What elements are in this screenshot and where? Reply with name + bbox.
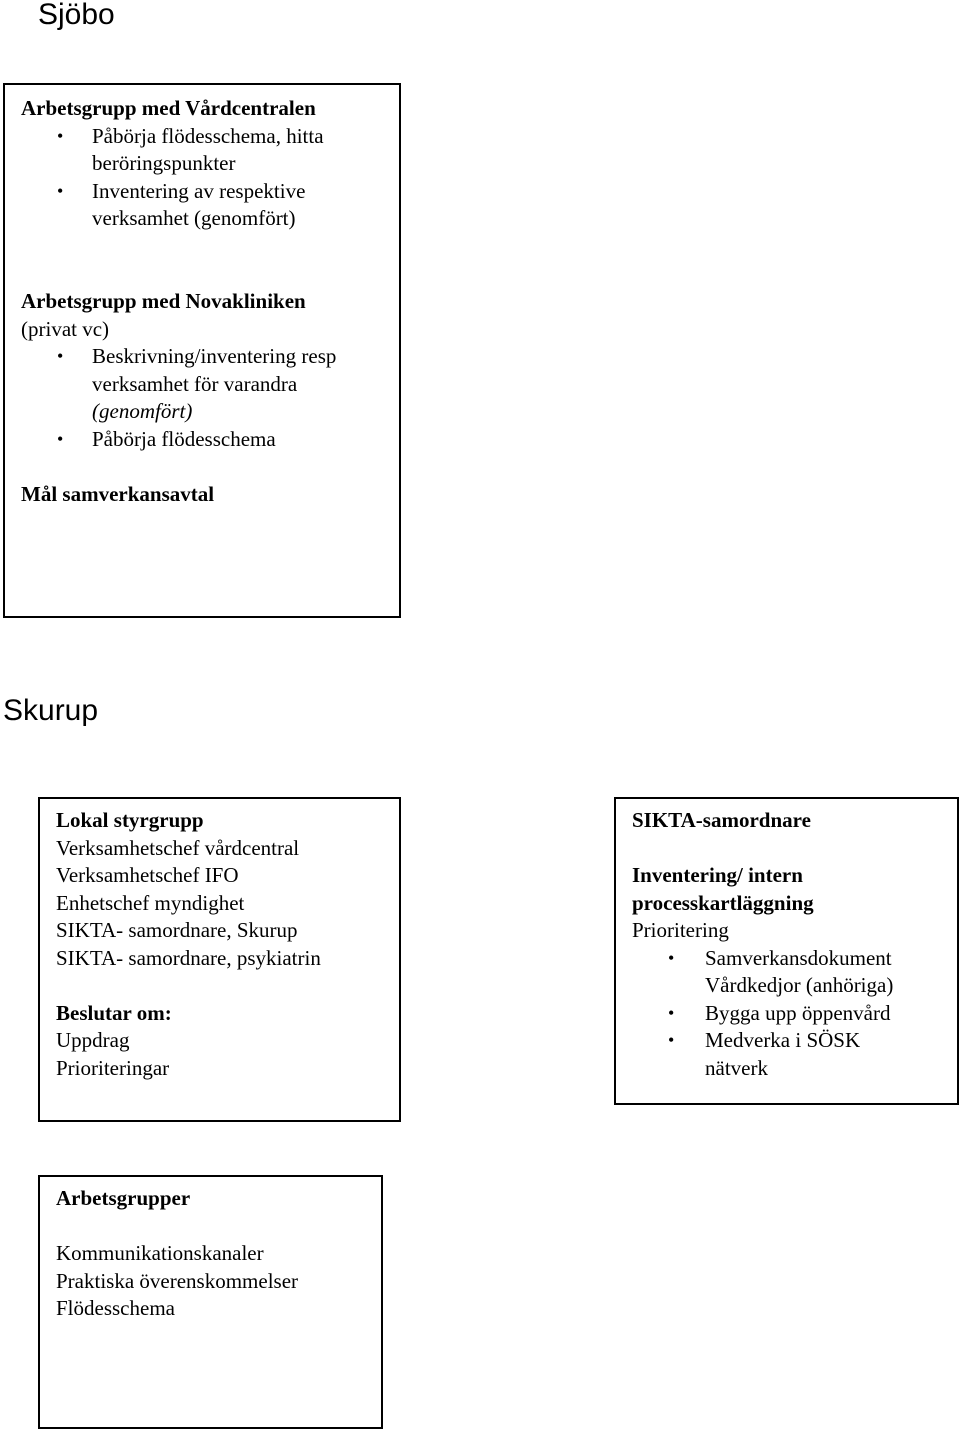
bullet-line: Inventering av respektive xyxy=(92,178,306,203)
member: SIKTA- samordnare, Skurup xyxy=(56,918,298,942)
bullet-line: nätverk xyxy=(705,1055,768,1080)
bullet-icon: • xyxy=(668,1030,675,1050)
decides-title: Beslutar om: xyxy=(56,1000,172,1025)
sikta-subtitle: processkartläggning xyxy=(632,890,814,915)
bullet-item xyxy=(632,1000,893,1028)
goal-text: Mål samverkansavtal xyxy=(21,481,215,506)
heading-skurup: Skurup xyxy=(3,694,99,727)
bullet-icon: • xyxy=(57,346,64,366)
sikta-prio: Prioritering xyxy=(632,918,729,942)
bullet-item xyxy=(21,178,336,233)
group2-title: Arbetsgrupp med Novakliniken xyxy=(21,289,306,313)
bullet-icon: • xyxy=(57,125,64,146)
bullet-icon: • xyxy=(57,428,64,449)
bullet-item xyxy=(21,123,336,178)
bullet-item xyxy=(21,426,336,454)
bullet-icon: • xyxy=(668,947,675,968)
member: Enhetschef myndighet xyxy=(56,890,245,915)
member: SIKTA- samordnare, psykiatrin xyxy=(56,945,321,970)
sikta-title: SIKTA-samordnare xyxy=(632,808,811,832)
arbetsgrupper-title: Arbetsgrupper xyxy=(56,1186,191,1210)
bullet-line: Medverka i SÖSK xyxy=(705,1028,861,1052)
bullet-line: Samverkansdokument xyxy=(705,945,892,970)
bullet-line: Bygga upp öppenvård xyxy=(705,1000,891,1025)
arbetsgrupper-box xyxy=(38,1175,383,1429)
decides-item: Uppdrag xyxy=(56,1028,130,1052)
bullet-item xyxy=(21,343,336,426)
sjobo-box xyxy=(3,83,401,618)
styrgrupp-title: Lokal styrgrupp xyxy=(56,808,204,832)
group2-subtitle: (privat vc) xyxy=(21,316,110,341)
styrgrupp-box xyxy=(38,797,401,1122)
member: Verksamhetschef vårdcentral xyxy=(56,835,300,860)
heading-sjobo: Sjöbo xyxy=(38,0,115,31)
arbetsgrupp-item: Flödesschema xyxy=(56,1296,175,1320)
bullet-line: verksamhet (genomfört) xyxy=(92,206,296,230)
bullet-icon: • xyxy=(57,180,64,201)
decides-item: Prioriteringar xyxy=(56,1055,170,1080)
bullet-line: Vårdkedjor (anhöriga) xyxy=(705,973,894,997)
sikta-subtitle: Inventering/ intern xyxy=(632,863,803,887)
bullet-line: Beskrivning/inventering resp xyxy=(92,344,337,368)
arbetsgrupp-item: Praktiska överenskommelser xyxy=(56,1268,299,1293)
member: Verksamhetschef IFO xyxy=(56,863,239,887)
bullet-line: beröringspunkter xyxy=(92,151,236,175)
group1-title: Arbetsgrupp med Vårdcentralen xyxy=(21,96,316,120)
sikta-box xyxy=(614,797,959,1105)
bullet-line: (genomfört) xyxy=(92,399,193,423)
bullet-line: Påbörja flödesschema xyxy=(92,426,276,451)
bullet-icon: • xyxy=(668,1002,675,1023)
bullet-line: verksamhet för varandra xyxy=(92,371,298,396)
bullet-item xyxy=(632,945,893,1000)
bullet-line: Påbörja flödesschema, hitta xyxy=(92,123,324,148)
arbetsgrupp-item: Kommunikationskanaler xyxy=(56,1241,264,1265)
bullet-item xyxy=(632,1027,893,1082)
